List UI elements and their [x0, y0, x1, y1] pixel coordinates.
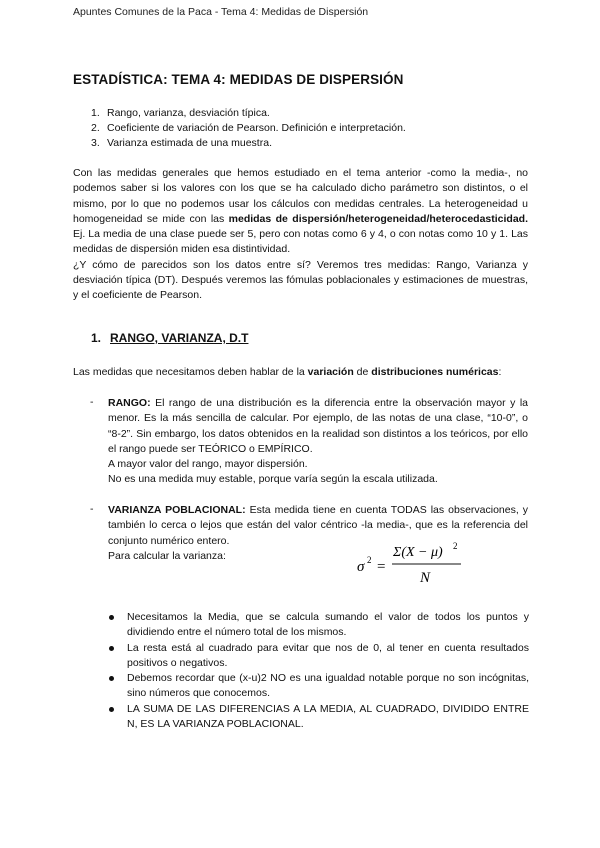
toc-text: Varianza estimada de una muestra. [107, 137, 272, 149]
section-number: 1. [91, 331, 102, 345]
dispersion-term: medidas de dispersión/heterogeneidad/heterocedasticidad. [228, 212, 529, 225]
toc-number: 3. [91, 137, 100, 149]
toc-text: Coeficiente de variación de Pearson. Definición e interpretación. [107, 122, 406, 134]
intro-text [73, 166, 528, 304]
bullet-icon [109, 676, 114, 681]
formula-sigma: σ [357, 559, 365, 575]
rango-note: A mayor valor del rango, mayor dispersión. [108, 458, 308, 471]
varianza-text: VARIANZA POBLACIONAL: Esta medida tiene en cuenta TODAS las observaciones, y también lo cerca o lejos que están del valor céntrico -la media-, que es la referencia del conjunto numérico entero. [108, 504, 529, 547]
page-header: Apuntes Comunes de la Paca - Tema 4: Medidas de Dispersión [73, 6, 369, 18]
section-title: RANGO, VARIANZA, D.T [110, 331, 249, 345]
variance-bullets [127, 610, 529, 732]
list-dash: - [90, 396, 94, 408]
formula-numerator: Σ(X − μ) [393, 545, 443, 560]
formula-denominator: N [420, 570, 431, 586]
list-dash: - [90, 503, 94, 515]
varianza-block [108, 503, 528, 564]
varianza-label: VARIANZA POBLACIONAL: [108, 504, 246, 516]
intro-paragraph-2: ¿Y cómo de parecidos son los datos entre sí? Veremos tres medidas: Rango, Varianza y desviación típica (DT). Después veremos las fómulas poblacionales y estimaciones de muestras, y el coeficiente de Pearson. [73, 258, 528, 302]
toc-number: 1. [91, 107, 100, 119]
bullet-item: LA SUMA DE LAS DIFERENCIAS A LA MEDIA, AL CUADRADO, DIVIDIDO ENTRE N, ES LA VARIANZA POBLACIONAL. [127, 702, 529, 733]
rango-label: RANGO: [108, 397, 151, 409]
formula-numerator-exp: 2 [453, 541, 458, 551]
formula-equals: = [377, 559, 386, 575]
toc-number: 2. [91, 122, 100, 134]
page-title: ESTADÍSTICA: TEMA 4: MEDIDAS DE DISPERSIÓN [73, 72, 404, 87]
bullet-icon [109, 707, 114, 712]
lead-text: Las medidas que necesitamos deben hablar de la variación de distribuciones numéricas: [73, 366, 502, 378]
rango-block [108, 396, 528, 488]
varianza-calc-label: Para calcular la varianza: [108, 549, 226, 562]
section-heading [91, 331, 248, 345]
bullet-item: La resta está al cuadrado para evitar que nos de 0, al tener en cuenta resultados positivos o negativos. [127, 641, 529, 672]
toc-item [73, 121, 406, 136]
toc-text: Rango, varianza, desviación típica. [107, 107, 270, 119]
toc-item [73, 106, 406, 121]
bullet-icon [109, 615, 114, 620]
bullet-item: Necesitamos la Media, que se calcula sumando el valor de todos los puntos y dividiendo entre el número total de los mismos. [127, 610, 529, 641]
bullet-item: Debemos recordar que (x-u)2 NO es una igualdad notable porque no son incógnitas, sino números que conocemos. [127, 671, 529, 702]
table-of-contents [73, 106, 406, 151]
formula-sigma-exp: 2 [367, 555, 372, 565]
rango-note: No es una medida muy estable, porque varía según la escala utilizada. [108, 473, 438, 486]
variance-formula [355, 538, 465, 588]
rango-text: RANGO: El rango de una distribución es la diferencia entre la observación mayor y la menor. Es la más sencilla de calcular. Por ejemplo, de las notas de una clase, “10-0”, o “8-2”. Sin embargo, los datos obtenidos en la realidad son distintos a los teóricos, por ello el rango puede ser TEÓRICO o EMPÍRICO. [108, 397, 528, 455]
bullet-icon [109, 646, 114, 651]
intro-paragraph-1: Con las medidas generales que hemos estudiado en el tema anterior -como la media-, no podemos saber si los valores con los que se ha calculado dicho parámetro son distintos, o el mismo, por lo que no podemos usar los cálculos con medidas centrales. La heterogeneidad u homogeneidad se mide con las medidas de dispersión/heterogeneidad/heterocedasticidad. Ej. La media de una clase puede ser 5, pero con notas como 6 y 4, o con notas como 10 y 1. Las medidas de dispersión miden esa distintividad. [73, 167, 529, 256]
toc-item [73, 136, 406, 151]
